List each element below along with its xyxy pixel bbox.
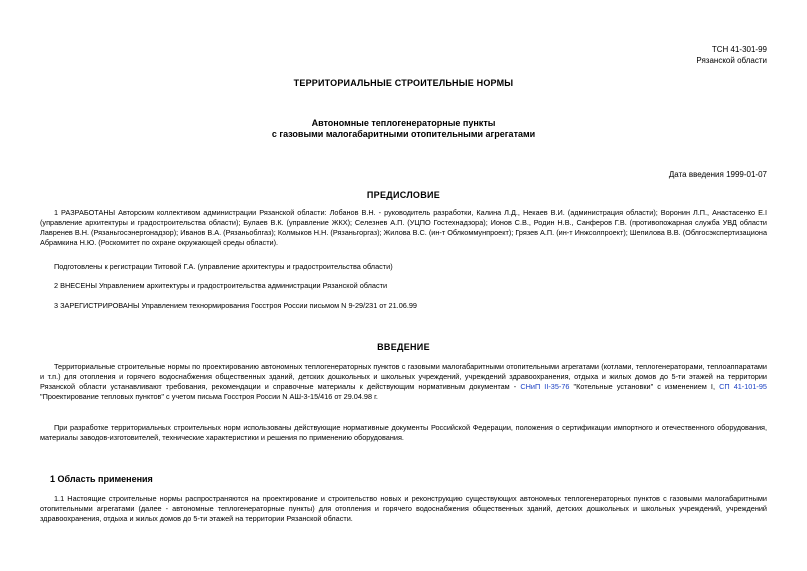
foreword-paragraph-2: Подготовлены к регистрации Титовой Г.А. (управление архитектуры и градостроительства области) bbox=[54, 262, 393, 271]
foreword-p1-text: Авторским коллективом администрации Рязанской области: Лобанов В.Н. - руководитель разработки, Калина Л.Д., Некаев В.И. (администрация области); Воронин Л.П., Анастасенко Е.І (управление архитектуры и градостроительства области); Булаев В.К. (управление ЖКХ); Селезнев А.П. (УЦПО Гостехнадзора); Ионов С.В., Родин Н.В., Санферов Г.В. (противопожарная служба УВД области Лавренев В.Н. (Рязаньгосэнергонадзор); Иванов В.А. (Рязаньоблгаз); Колмыков Н.Н. (Рязаньгоргаз); Жилова В.С. (ин-т Облкоммунпроект); Грязев А.П. (ин-т Инжсолпроект); Шепилова В.В. (Облгосэкспертизациона Абрамкина Н.Ю. (Роскомитет по охране окружающей среды области). bbox=[40, 208, 767, 247]
foreword-p4-text: Управлением технормирования Госстроя России письмом N 9-29/231 от 21.06.99 bbox=[139, 301, 417, 310]
foreword-p4-lead: 3 ЗАРЕГИСТРИРОВАНЫ bbox=[54, 301, 140, 310]
introduction-heading: ВВЕДЕНИЕ bbox=[377, 342, 430, 352]
introduction-p1-text-b: "Котельные установки" с изменением I, bbox=[569, 382, 720, 391]
foreword-paragraph-4 bbox=[40, 301, 767, 311]
document-type-heading: ТЕРРИТОРИАЛЬНЫЕ СТРОИТЕЛЬНЫЕ НОРМЫ bbox=[293, 78, 514, 88]
foreword-p1-lead: 1 РАЗРАБОТАНЫ bbox=[54, 208, 116, 217]
foreword-p3-text: Управлением архитектуры и градостроительства администрации Рязанской области bbox=[96, 281, 388, 290]
introduction-date: Дата введения 1999-01-07 bbox=[668, 170, 767, 179]
document-region: Рязанской области bbox=[696, 56, 767, 65]
introduction-paragraph-1 bbox=[40, 362, 767, 402]
document-code: ТСН 41-301-99 bbox=[711, 45, 767, 54]
document-title-line-2: с газовыми малогабаритными отопительными агрегатами bbox=[271, 129, 536, 139]
section-1-heading: 1 Область применения bbox=[50, 474, 153, 484]
document-code-block bbox=[696, 44, 767, 66]
introduction-paragraph-2: При разработке территориальных строительных норм использованы действующие нормативные документы Российской Федерации, положения о сертификации импортного и отечественного оборудования, материалы заводов-изготовителей, технические характеристики и решения по применению оборудования. bbox=[40, 423, 767, 442]
foreword-p3-lead: 2 ВНЕСЕНЫ bbox=[54, 281, 97, 290]
introduction-p1-text-c: "Проектирование тепловых пунктов" с учетом письма Госстроя России N АШ-3-15/416 от 29.04.98 г. bbox=[40, 392, 378, 401]
foreword-heading: ПРЕДИСЛОВИЕ bbox=[366, 190, 441, 200]
foreword-paragraph-3 bbox=[40, 281, 767, 291]
introduction-p1-text-a: Территориальные строительные нормы по проектированию автономных теплогенераторных пунктов с газовыми малогабаритными отопительными агрегатами (котлами, теплогенераторами, теплоаппаратами и т.п.) для отопления и горячего водоснабжения общественных зданий, детских дошкольных и школьных учреждений, учреждений здравоохранения, отдыха и жилых домов до 5-ти этажей на территории Рязанской области устанавливают требования, рекомендации и справочные материалы к действующим нормативным документам - bbox=[40, 362, 767, 391]
section-1-paragraph-1: 1.1 Настоящие строительные нормы распространяются на проектирование и строительство новых и реконструкцию существующих автономных теплогенераторных пунктов с газовыми малогабаритными отопительными агрегатами (далее - автономные теплогенераторные пункты) для отопления и горячего водоснабжения общественных зданий, детских дошкольных и школьных учреждений, учреждений здравоохранения, отдыха и жилых домов до 5-ти этажей на территории Рязанской области. bbox=[40, 494, 767, 523]
snip-link[interactable]: СНиП II-35-76 bbox=[520, 382, 570, 391]
foreword-paragraph-1 bbox=[40, 208, 767, 248]
sp-link[interactable]: СП 41-101-95 bbox=[719, 382, 767, 391]
document-title bbox=[0, 118, 807, 140]
document-title-line-1: Автономные теплогенераторные пункты bbox=[311, 118, 496, 128]
